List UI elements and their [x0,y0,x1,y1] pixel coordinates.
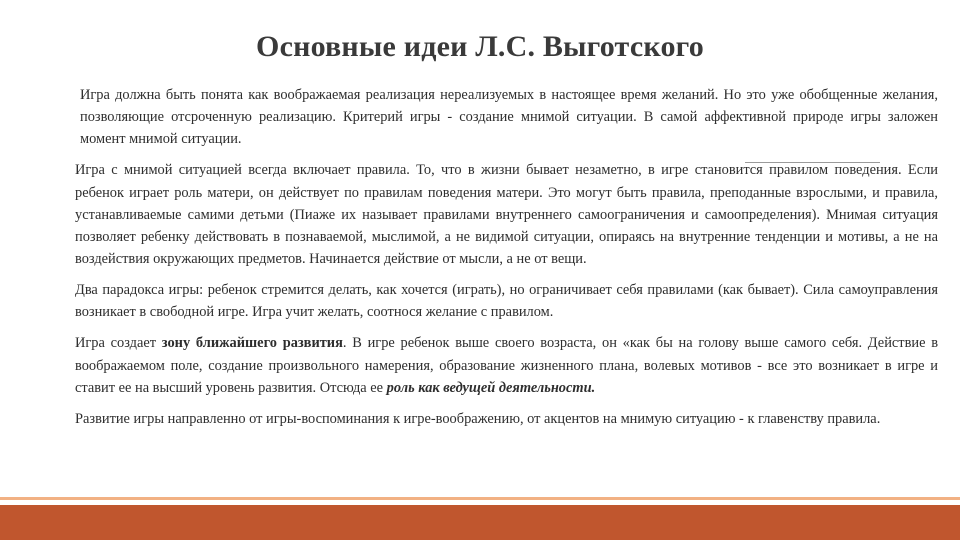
footer-accent-line [0,497,960,500]
paragraph-5: Развитие игры направленно от игры-воспоминания к игре-воображению, от акцентов на мнимую ситуацию - к главенству правила. [75,410,881,427]
paragraph-4-text-start: Игра создает [75,335,162,352]
paragraph-2: Игра с мнимой ситуацией всегда включает правила. То, что в жизни бывает незаметно, в игре становится правилом поведения. Если ребенок играет роль матери, он действует по правилам поведения матери. Это могут быть правила, преподанные взрослыми, и правила, устанавливаемые самими детьми (Пиаже их называет правилами внутреннего самоограничения и самоопределения). Мнимая ситуация позволяет ребенку действовать в познаваемой, мыслимой, а не видимой ситуации, опираясь на внутренние тенденции и мотивы, а не на воздействия окружающих предметов. Начинается действие от мысли, а не от вещи. [75,162,938,268]
paragraph-1: Игра должна быть понята как воображаемая реализация нереализуемых в настоящее время желаний. Но это уже обобщенные желания, позволяющие отсроченную реализацию. Критерий игры - создание мнимой ситуации. В самой аффективной природе игры заложен момент мнимой ситуации. [80,87,938,148]
footer-accent-bar [0,505,960,540]
paragraph-4-bold-italic-term: роль как ведущей деятельности. [386,379,596,396]
slide-body [75,84,938,439]
paragraph-4-text-middle: . В игре ребенок выше своего возраста, он «как бы на голову выше самого себя. Действие в воображаемом поле, создание произвольного намерения, образование жизненного плана, волевых мотивов - все это возникает в игре и ставит ее на высший уровень развития. Отсюда ее [75,335,938,396]
paragraph-3: Два парадокса игры: ребенок стремится делать, как хочется (играть), но ограничивает себя правилами (как бывает). Сила самоуправления возникает в свободной игре. Игра учит желать, соотнося желание с правилом. [75,282,938,321]
slide-title: Основные идеи Л.С. Выготского [256,30,704,63]
paragraph-4-bold-term: зону ближайшего развития [161,335,343,352]
text-divider-line [745,162,880,163]
paragraph-4 [75,332,938,399]
